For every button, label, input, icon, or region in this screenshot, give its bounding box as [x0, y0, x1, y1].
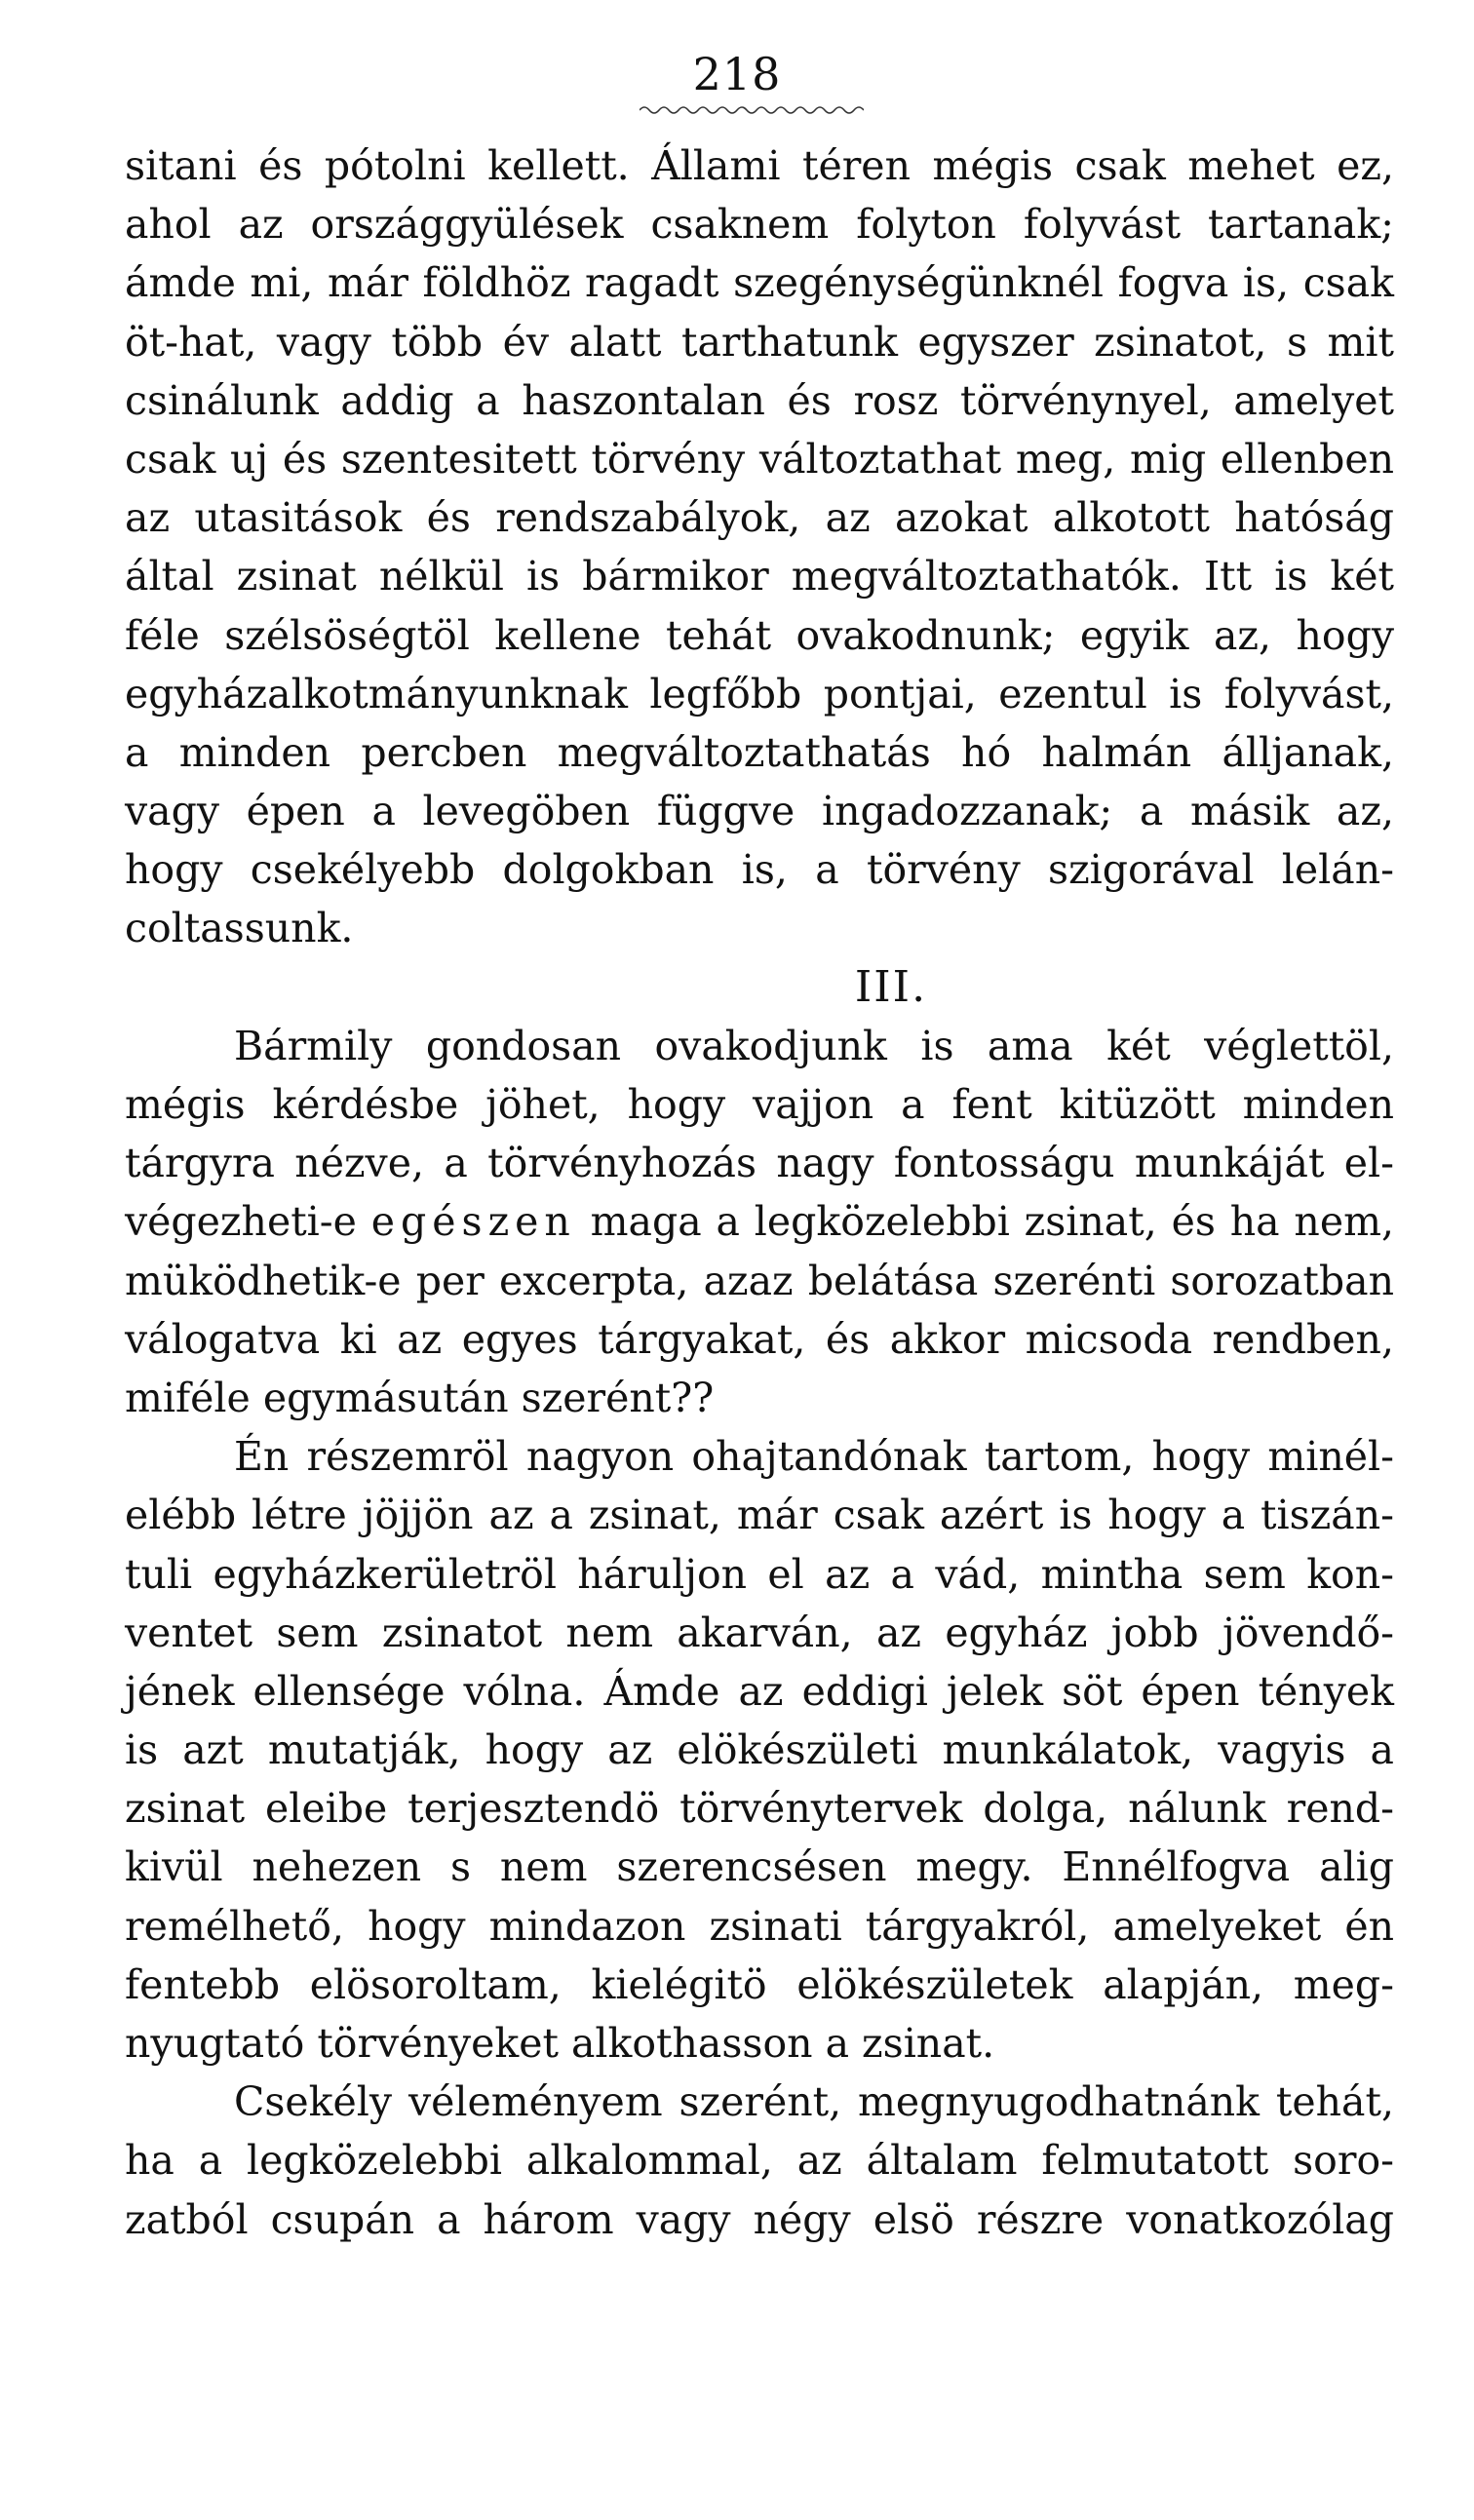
text-line: az utasitások és rendszabályok, az azokat alkotott hatóság [125, 494, 1394, 542]
text-line: a minden percben megváltoztathatás hó halmán álljanak, [125, 728, 1394, 776]
text-line: is azt mutatják, hogy az elökészületi munkálatok, vagyis a [125, 1726, 1394, 1774]
text-line: zsinat eleibe terjesztendö törvénytervek dolga, nálunk rend- [125, 1785, 1394, 1833]
body-text [125, 136, 1394, 2249]
text-line: fentebb elösoroltam, kielégitö elökészületek alapján, meg- [125, 1960, 1394, 2008]
page-number: 218 [692, 48, 782, 100]
text-line: öt-hat, vagy több év alatt tarthatunk egyszer zsinatot, s mit [125, 318, 1394, 366]
paragraph-end-line: nyugtató törvényeket alkothasson a zsinat. [125, 2020, 995, 2067]
text-line: féle szélsöségtöl kellene tehát ovakodnunk; egyik az, hogy [125, 611, 1394, 659]
text-line: ámde mi, már földhöz ragadt szegénységünknél fogva is, csak [125, 259, 1394, 307]
paragraph-end-line: coltassunk. [125, 905, 354, 952]
text-segment: maga a legközelebbi zsinat, és ha nem, [575, 1198, 1394, 1246]
text-line: által zsinat nélkül is bármikor megváltoztathatók. Itt is két [125, 553, 1394, 601]
text-line: vagy épen a levegöben függve ingadozzanak; a másik az, [125, 788, 1394, 835]
text-line: tárgyra nézve, a törvényhozás nagy fontosságu munkáját el- [125, 1140, 1394, 1187]
paragraph-end-line: miféle egymásután szerént?? [125, 1374, 715, 1421]
text-line: müködhetik-e per excerpta, azaz belátása szerénti sorozatban [125, 1257, 1394, 1304]
text-line: csinálunk addig a haszontalan és rosz törvénynyel, amelyet [125, 376, 1394, 424]
wavy-rule-ornament [640, 103, 864, 117]
text-line: kivül nehezen s nem szerencsésen megy. Ennélfogva alig [125, 1843, 1394, 1891]
text-line: jének ellensége vólna. Ámde az eddigi jelek söt épen tények [125, 1667, 1394, 1715]
text-line: elébb létre jöjjön az a zsinat, már csak azért is hogy a tiszán- [125, 1492, 1394, 1539]
text-line: sitani és pótolni kellett. Állami téren mégis csak mehet ez, [125, 142, 1394, 189]
text-line: tuli egyházkerületröl háruljon el az a vád, mintha sem kon- [125, 1550, 1394, 1598]
text-line: mégis kérdésbe jöhet, hogy vajjon a fent kitüzött minden [125, 1081, 1394, 1128]
text-line: Bármily gondosan ovakodjunk is ama két véglettöl, [234, 1022, 1394, 1069]
text-line-with-emphasis [125, 1192, 1394, 1251]
text-line: csak uj és szentesitett törvény változtathat meg, mig ellenben [125, 435, 1394, 483]
text-line: ventet sem zsinatot nem akarván, az egyház jobb jövendő- [125, 1609, 1394, 1656]
text-line: ahol az országgyülések csaknem folyton folyvást tartanak; [125, 201, 1394, 249]
text-segment: végezheti-e [125, 1198, 371, 1246]
text-line: ha a legközelebbi alkalommal, az általam felmutatott soro- [125, 2137, 1394, 2185]
emphasized-word: egészen [370, 1198, 576, 1246]
text-line: Csekély véleményem szerént, megnyugodhatnánk tehát, [234, 2078, 1394, 2126]
text-line: zatból csupán a három vagy négy elsö részre vonatkozólag [125, 2195, 1394, 2243]
text-line: hogy csekélyebb dolgokban is, a törvény szigorával lelán- [125, 846, 1394, 894]
section-heading: III. [854, 961, 928, 1012]
text-line: Én részemröl nagyon ohajtandónak tartom, hogy minél- [234, 1433, 1394, 1481]
text-line: remélhető, hogy mindazon zsinati tárgyakról, amelyeket én [125, 1902, 1394, 1950]
text-line: egyházalkotmányunknak legfőbb pontjai, ezentul is folyvást, [125, 670, 1394, 717]
text-line: válogatva ki az egyes tárgyakat, és akkor micsoda rendben, [125, 1315, 1394, 1363]
